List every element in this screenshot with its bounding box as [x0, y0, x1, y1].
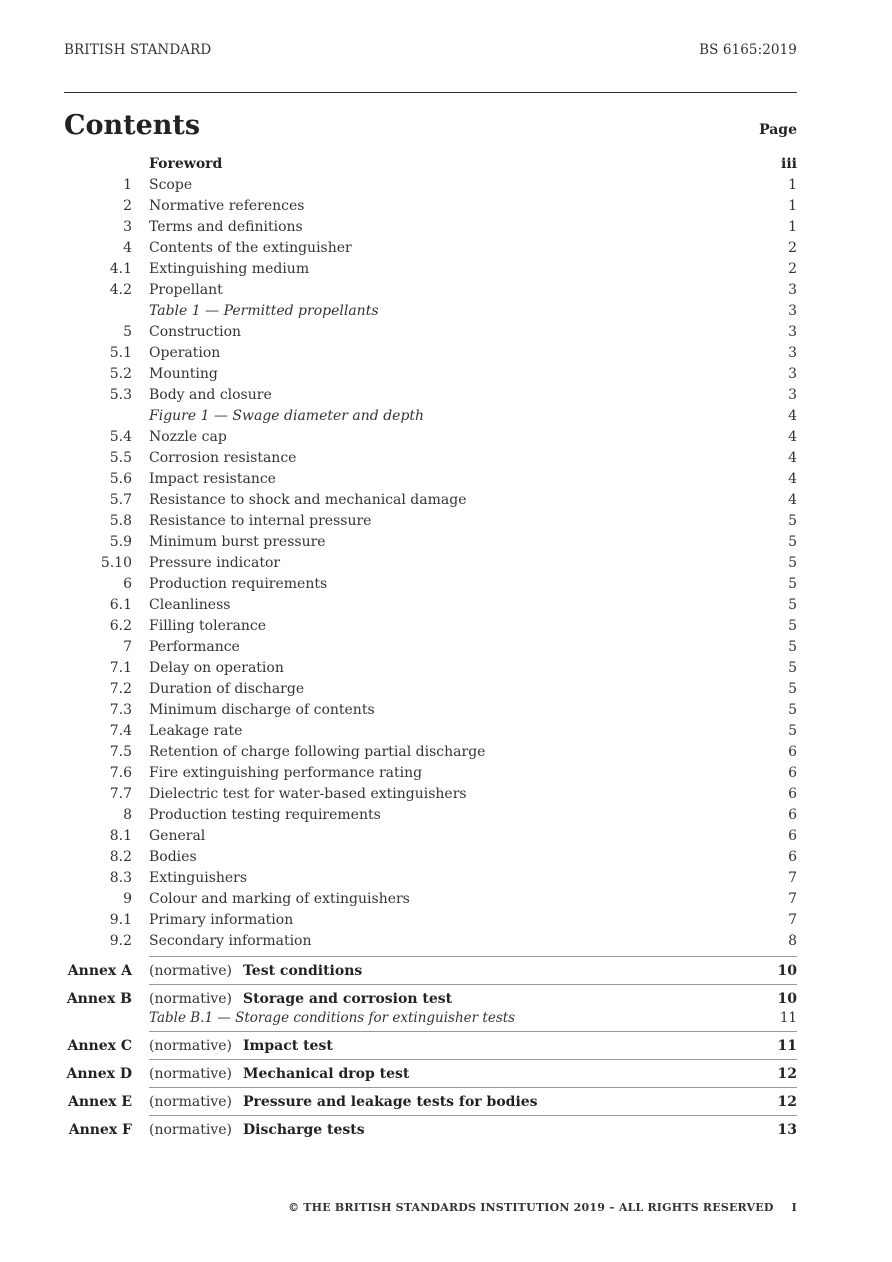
toc-entry-title: Pressure indicator: [149, 555, 281, 571]
annex-row[interactable]: [64, 1088, 797, 1115]
toc-entry-title: Production requirements: [149, 576, 328, 592]
toc-row[interactable]: [64, 595, 797, 616]
toc-row[interactable]: [64, 763, 797, 784]
toc-entry-title: Production testing requirements: [149, 807, 381, 823]
annex-label: Annex F: [68, 1121, 132, 1138]
annex-title: Discharge tests: [242, 1121, 365, 1138]
toc-row[interactable]: [64, 532, 797, 553]
toc-page-number: 6: [788, 765, 797, 781]
toc-entry-title: Retention of charge following partial discharge: [149, 744, 486, 760]
annex-page-number: 10: [777, 962, 797, 979]
toc-row[interactable]: [64, 868, 797, 889]
toc-entry-title: Corrosion resistance: [149, 450, 297, 466]
toc-clause-number: 7.2: [109, 681, 132, 697]
toc-page-number: 3: [788, 387, 797, 403]
toc-row[interactable]: [64, 805, 797, 826]
toc-entry-title: Performance: [149, 639, 240, 655]
toc-clause-number: 5: [123, 324, 132, 340]
toc-clause-number: 6: [123, 576, 132, 592]
toc-clause-number: 5.4: [109, 429, 132, 445]
toc-row[interactable]: [64, 742, 797, 763]
toc-entry-title: Duration of discharge: [149, 681, 305, 697]
toc-page-number: 3: [788, 303, 797, 319]
toc-clause-number: 7.4: [109, 723, 132, 739]
annex-page-number: 12: [777, 1065, 797, 1082]
annex-block: [66, 1059, 797, 1087]
toc-clause-number: 8: [123, 807, 132, 823]
toc-entry-title: Extinguishers: [149, 870, 248, 886]
copyright-text: © THE BRITISH STANDARDS INSTITUTION 2019 – ALL RIGHTS RESERVED: [288, 1201, 774, 1214]
toc-entry-title: Foreword: [149, 156, 223, 172]
toc-entry-title: Filling tolerance: [149, 618, 267, 634]
toc-row[interactable]: [64, 469, 797, 490]
toc-entry-title: Bodies: [149, 849, 197, 865]
page-column-heading: Page: [759, 122, 797, 138]
toc-clause-number: 1: [123, 177, 132, 193]
toc-row[interactable]: [64, 910, 797, 931]
toc-page-number: 7: [788, 891, 797, 907]
annex-page-number: 12: [777, 1093, 797, 1110]
toc-clause-number: 7.3: [109, 702, 132, 718]
toc-row[interactable]: [64, 721, 797, 742]
toc-clause-number: 9: [123, 891, 132, 907]
annex-label: Annex D: [66, 1065, 132, 1082]
contents-title: Contents: [64, 110, 201, 141]
toc-clause-number: 7.5: [109, 744, 132, 760]
toc-clause-number: 4.2: [109, 282, 132, 298]
toc-row[interactable]: [64, 553, 797, 574]
toc-clause-number: 4: [123, 240, 132, 256]
annex-row[interactable]: [64, 1116, 797, 1143]
footer-page-number: I: [791, 1201, 797, 1214]
toc-entry-title: Dielectric test for water-based extinguishers: [149, 786, 467, 802]
toc-row[interactable]: [64, 784, 797, 805]
toc-clause-number: 2: [123, 198, 132, 214]
toc-entry-title: Nozzle cap: [149, 429, 227, 445]
toc-page-number: 1: [788, 198, 797, 214]
toc-page-number: 5: [788, 618, 797, 634]
toc-row[interactable]: [64, 448, 797, 469]
annex-label: Annex B: [66, 990, 132, 1007]
annex-page-number: 13: [777, 1121, 797, 1138]
toc-page-number: 1: [788, 177, 797, 193]
toc-clause-number: 8.1: [109, 828, 132, 844]
annex-title: Storage and corrosion test: [242, 990, 453, 1007]
toc-entry-title: Primary information: [149, 912, 294, 928]
toc-row[interactable]: [64, 196, 797, 217]
toc-row[interactable]: [64, 280, 797, 301]
annex-sub-page-number: 11: [779, 1010, 797, 1026]
toc-entry-title: Extinguishing medium: [149, 261, 310, 277]
toc-entry-title: Body and closure: [149, 387, 272, 403]
annex-block: [67, 1031, 797, 1059]
toc-entry-title: Cleanliness: [149, 597, 231, 613]
annex-row[interactable]: [64, 1060, 797, 1087]
toc-page-number: 5: [788, 597, 797, 613]
toc-page-number: 6: [788, 849, 797, 865]
toc-page-number: 5: [788, 555, 797, 571]
toc-page-number: 7: [788, 870, 797, 886]
toc-clause-number: 5.6: [109, 471, 132, 487]
toc-page-number: 4: [788, 492, 797, 508]
annex-type: (normative): [149, 1121, 232, 1138]
toc-page-number: 4: [788, 450, 797, 466]
toc-page-number: 6: [788, 807, 797, 823]
toc-entry-title: Fire extinguishing performance rating: [149, 765, 423, 781]
annex-entries: [64, 956, 797, 1143]
toc-entry-title: Scope: [149, 177, 193, 193]
toc-row[interactable]: [64, 826, 797, 847]
toc-entry-title: Colour and marking of extinguishers: [149, 891, 410, 907]
toc-clause-number: 7.6: [109, 765, 132, 781]
toc-entry-title: Secondary information: [149, 933, 312, 949]
annex-title: Mechanical drop test: [242, 1065, 410, 1082]
toc-row[interactable]: [64, 700, 797, 721]
annex-row[interactable]: [64, 957, 797, 984]
toc-clause-number: 5.9: [109, 534, 132, 550]
toc-clause-number: 5.2: [109, 366, 132, 382]
copyright-footer: [288, 1201, 797, 1214]
toc-page-number: iii: [781, 156, 797, 172]
annex-title: Impact test: [242, 1037, 333, 1054]
toc-row[interactable]: [64, 490, 797, 511]
annex-type: (normative): [149, 1093, 232, 1110]
toc-page-number: 5: [788, 681, 797, 697]
annex-type: (normative): [149, 1037, 232, 1054]
annex-label: Annex C: [67, 1037, 132, 1054]
toc-entry-title: General: [149, 828, 206, 844]
toc-page-number: 2: [788, 240, 797, 256]
toc-clause-number: 8.2: [109, 849, 132, 865]
toc-entry-title: Mounting: [149, 366, 218, 382]
toc-page-number: 2: [788, 261, 797, 277]
annex-sub-row[interactable]: [64, 1008, 797, 1028]
toc-page-number: 6: [788, 828, 797, 844]
toc-page-number: 3: [788, 324, 797, 340]
toc-page-number: 3: [788, 366, 797, 382]
toc-page-number: 6: [788, 744, 797, 760]
annex-block: [68, 1115, 797, 1143]
annex-type: (normative): [149, 990, 232, 1007]
toc-page-number: 3: [788, 345, 797, 361]
annex-block: [67, 1087, 797, 1115]
annex-type: (normative): [149, 1065, 232, 1082]
toc-entry-title: Impact resistance: [149, 471, 276, 487]
annex-block: [66, 984, 797, 1028]
annex-label: Annex A: [67, 962, 132, 979]
toc-clause-number: 7.7: [109, 786, 132, 802]
annex-title: Pressure and leakage tests for bodies: [242, 1093, 538, 1110]
annex-page-number: 11: [777, 1037, 797, 1054]
toc-clause-number: 5.7: [109, 492, 132, 508]
toc-entry-title: Minimum burst pressure: [149, 534, 326, 550]
annex-block: [67, 956, 797, 984]
toc-row[interactable]: [64, 364, 797, 385]
toc-page-number: 5: [788, 702, 797, 718]
toc-entry-title: Propellant: [149, 282, 223, 298]
toc-entry-title: Minimum discharge of contents: [149, 702, 375, 718]
annex-type: (normative): [149, 962, 232, 979]
toc-page-number: 3: [788, 282, 797, 298]
toc-page-number: 1: [788, 219, 797, 235]
toc-clause-number: 3: [123, 219, 132, 235]
toc-page-number: 5: [788, 576, 797, 592]
toc-page-number: 4: [788, 429, 797, 445]
annex-title: Test conditions: [242, 962, 363, 979]
toc-entry-title: Delay on operation: [149, 660, 284, 676]
toc-entry-title: Normative references: [149, 198, 305, 214]
toc-row[interactable]: [64, 889, 797, 910]
header-rule: [64, 92, 797, 93]
toc-page-number: 4: [788, 408, 797, 424]
toc-page-number: 7: [788, 912, 797, 928]
toc-entry-title: Resistance to internal pressure: [149, 513, 372, 529]
toc-page-number: 4: [788, 471, 797, 487]
toc-clause-number: 7.1: [109, 660, 132, 676]
toc-clause-number: 9.2: [109, 933, 132, 949]
toc-row[interactable]: [64, 679, 797, 700]
annex-label: Annex E: [67, 1093, 132, 1110]
toc-clause-number: 5.10: [100, 555, 132, 571]
running-header-left: BRITISH STANDARD: [64, 42, 212, 58]
toc-row[interactable]: [64, 301, 797, 322]
toc-row[interactable]: [64, 259, 797, 280]
toc-clause-number: 5.1: [109, 345, 132, 361]
toc-entry-title: Resistance to shock and mechanical damage: [149, 492, 467, 508]
toc-row[interactable]: [64, 616, 797, 637]
toc-entry-title: Leakage rate: [149, 723, 243, 739]
toc-row[interactable]: [64, 217, 797, 238]
toc-clause-number: 7: [123, 639, 132, 655]
toc-clause-number: 6.2: [109, 618, 132, 634]
toc-row[interactable]: [64, 511, 797, 532]
toc-clause-number: 9.1: [109, 912, 132, 928]
toc-row[interactable]: [64, 574, 797, 595]
toc-entry-title: Figure 1 — Swage diameter and depth: [149, 408, 425, 424]
annex-sub-title: Table B.1 — Storage conditions for extinguisher tests: [149, 1010, 516, 1026]
toc-row[interactable]: [64, 175, 797, 196]
toc-page-number: 5: [788, 534, 797, 550]
toc-page-number: 5: [788, 513, 797, 529]
toc-entry-title: Contents of the extinguisher: [149, 240, 352, 256]
toc-clause-number: 5.3: [109, 387, 132, 403]
toc-clause-number: 5.5: [109, 450, 132, 466]
running-header-right: BS 6165:2019: [699, 42, 797, 58]
toc-page-number: 5: [788, 639, 797, 655]
toc-row[interactable]: [64, 637, 797, 658]
annex-page-number: 10: [777, 990, 797, 1007]
toc-entry-title: Terms and definitions: [149, 219, 303, 235]
toc-page-number: 6: [788, 786, 797, 802]
toc-row[interactable]: [64, 322, 797, 343]
toc-clause-number: 8.3: [109, 870, 132, 886]
toc-row[interactable]: [64, 847, 797, 868]
toc-clause-number: 5.8: [109, 513, 132, 529]
annex-row[interactable]: [64, 1032, 797, 1059]
toc-clause-number: 4.1: [109, 261, 132, 277]
toc-row[interactable]: [64, 343, 797, 364]
toc-entry-title: Operation: [149, 345, 221, 361]
toc-row[interactable]: [64, 931, 797, 952]
toc-entry-title: Table 1 — Permitted propellants: [149, 303, 379, 319]
toc-entry-title: Construction: [149, 324, 242, 340]
toc-row[interactable]: [64, 658, 797, 679]
toc-clause-number: 6.1: [109, 597, 132, 613]
toc-page-number: 5: [788, 660, 797, 676]
toc-page-number: 8: [788, 933, 797, 949]
toc-row[interactable]: [64, 385, 797, 406]
toc-row[interactable]: [64, 238, 797, 259]
toc-row[interactable]: [64, 154, 797, 175]
table-of-contents: [64, 154, 797, 1143]
toc-page-number: 5: [788, 723, 797, 739]
toc-row[interactable]: [64, 406, 797, 427]
toc-row[interactable]: [64, 427, 797, 448]
toc-entries: [64, 154, 797, 952]
